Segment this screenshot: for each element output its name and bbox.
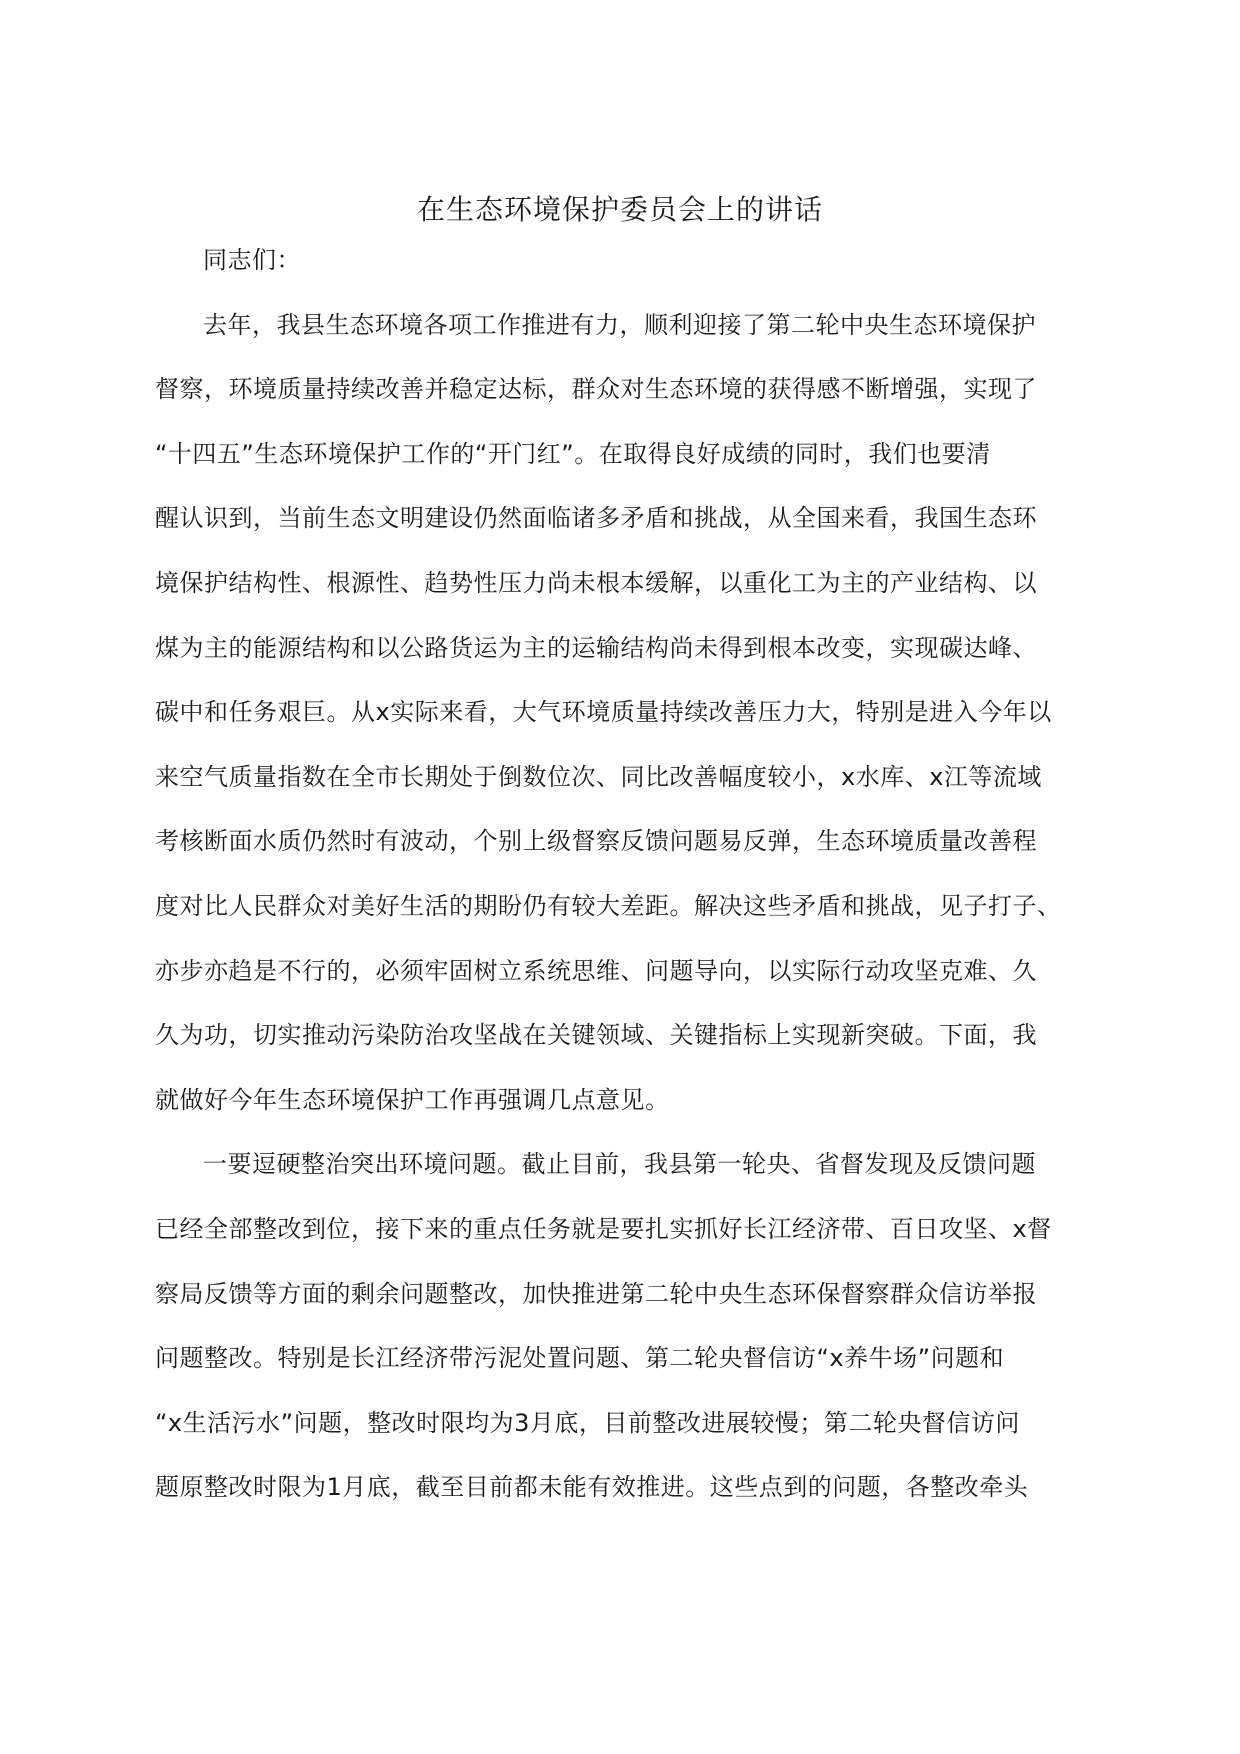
salutation-line: 同志们：	[203, 246, 301, 274]
paragraph-1	[155, 293, 1085, 1133]
paragraph-line: “十四五”生态环境保护工作的“开门红”。在取得良好成绩的同时，我们也要清	[155, 439, 991, 468]
paragraph-line: 来空气质量指数在全市长期处于倒数位次、同比改善幅度较小，x水库、x江等流域	[155, 762, 1042, 791]
document-title: 在生态环境保护委员会上的讲话	[416, 193, 823, 226]
paragraph-line: 碳中和任务艰巨。从x实际来看，大气环境质量持续改善压力大，特别是进入今年以	[155, 698, 1052, 727]
paragraph-line: 督察，环境质量持续改善并稳定达标，群众对生态环境的获得感不断增强，实现了	[155, 375, 1037, 404]
paragraph-line: 度对比人民群众对美好生活的期盼仍有较大差距。解决这些矛盾和挑战，见子打子、	[155, 891, 1062, 920]
paragraph-line: 醒认识到，当前生态文明建设仍然面临诸多矛盾和挑战，从全国来看，我国生态环	[155, 504, 1037, 533]
paragraph-line: 考核断面水质仍然时有波动，个别上级督察反馈问题易反弹，生态环境质量改善程	[155, 827, 1037, 856]
salutation	[155, 228, 1085, 293]
paragraph-line: 已经全部整改到位，接下来的重点任务就是要扎实抓好长江经济带、百日攻坚、x督	[155, 1214, 1052, 1243]
paragraph-line: 察局反馈等方面的剩余问题整改，加快推进第二轮中央生态环保督察群众信访举报	[155, 1279, 1037, 1308]
paragraph-line: 就做好今年生态环境保护工作再强调几点意见。	[155, 1085, 670, 1114]
paragraph-line: “x生活污水”问题，整改时限均为3月底，目前整改进展较慢；第二轮央督信访问	[155, 1408, 1020, 1437]
document-body	[155, 228, 1085, 1520]
paragraph-line: 问题整改。特别是长江经济带污泥处置问题、第二轮央督信访“x养牛场”问题和	[155, 1344, 1005, 1373]
paragraph-line: 亦步亦趋是不行的，必须牢固树立系统思维、问题导向，以实际行动攻坚克难、久	[155, 956, 1037, 985]
paragraph-line: 煤为主的能源结构和以公路货运为主的运输结构尚未得到根本改变，实现碳达峰、	[155, 633, 1037, 662]
paragraph-line: 题原整改时限为1月底，截至目前都未能有效推进。这些点到的问题，各整改牵头	[155, 1473, 1029, 1502]
paragraph-line: 久为功，切实推动污染防治攻坚战在关键领域、关键指标上实现新突破。下面，我	[155, 1021, 1037, 1050]
paragraph-line: 一要逗硬整治突出环境问题。截止目前，我县第一轮央、省督发现及反馈问题	[203, 1150, 1036, 1179]
paragraph-line: 去年，我县生态环境各项工作推进有力，顺利迎接了第二轮中央生态环境保护	[203, 310, 1036, 339]
paragraph-2	[155, 1132, 1085, 1520]
paragraph-line: 境保护结构性、根源性、趋势性压力尚未根本缓解，以重化工为主的产业结构、以	[155, 568, 1037, 597]
